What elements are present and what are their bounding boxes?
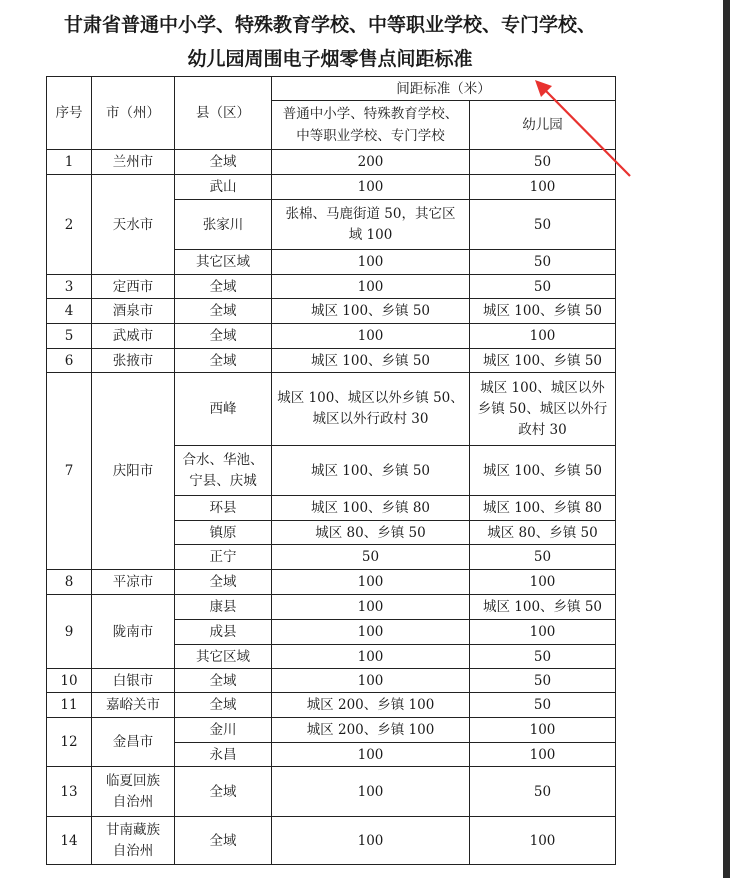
cell-line: 宁县、庆城 [189, 472, 257, 489]
cell-county: 成县 [175, 620, 272, 645]
cell-county: 张家川 [175, 200, 272, 250]
cell-kindergarten-distance: 城区 80、乡镇 50 [470, 521, 616, 545]
cell-city: 天水市 [92, 175, 175, 275]
cell-index: 4 [47, 299, 92, 324]
cell-kindergarten-distance: 100 [470, 620, 616, 645]
cell-school-distance: 城区 80、乡镇 50 [272, 521, 470, 545]
cell-index: 12 [47, 718, 92, 767]
cell-county: 其它区域 [175, 645, 272, 669]
cell-kindergarten-distance: 50 [470, 669, 616, 693]
cell-school-distance: 城区 100、乡镇 50 [272, 299, 470, 324]
cell-city: 定西市 [92, 275, 175, 299]
cell-kindergarten-distance: 城区 100、乡镇 50 [470, 446, 616, 496]
cell-county: 康县 [175, 595, 272, 620]
cell-line: 城区以外行政村 30 [312, 411, 429, 427]
cell-line: 域 100 [348, 226, 393, 243]
cell-school-distance: 城区 100、乡镇 80 [272, 496, 470, 521]
cell-index: 1 [47, 150, 92, 175]
cell-school-distance: 100 [272, 743, 470, 767]
cell-city: 兰州市 [92, 150, 175, 175]
cell-line: 城区 100、城区以外乡镇 50、 [277, 390, 464, 406]
cell-kindergarten-distance: 城区 100、乡镇 50 [470, 349, 616, 373]
cell-county: 其它区域 [175, 250, 272, 275]
cell-school-distance: 100 [272, 275, 470, 299]
cell-index: 2 [47, 175, 92, 275]
header-distance-standard: 间距标准（米） [272, 77, 616, 101]
cell-county: 金川 [175, 718, 272, 743]
header-index: 序号 [47, 77, 92, 150]
cell-kindergarten-distance: 100 [470, 743, 616, 767]
cell-kindergarten-distance: 100 [470, 324, 616, 349]
cell-kindergarten-distance: 50 [470, 545, 616, 570]
cell-line: 自治州 [112, 793, 154, 810]
cell-line: 临夏回族 [106, 772, 160, 789]
cell-school-distance: 城区 100、乡镇 50 [272, 446, 470, 496]
cell-school-distance: 50 [272, 545, 470, 570]
cell-city: 张掖市 [92, 349, 175, 373]
cell-county: 镇原 [175, 521, 272, 545]
cell-kindergarten-distance: 50 [470, 645, 616, 669]
document-title-line-2: 幼儿园周围电子烟零售点间距标准 [187, 48, 473, 70]
cell-county: 全域 [175, 669, 272, 693]
cell-index: 6 [47, 349, 92, 373]
cell-county: 全域 [175, 150, 272, 175]
cell-school-distance: 100 [272, 817, 470, 865]
cell-school-distance: 100 [272, 645, 470, 669]
cell-school-distance: 200 [272, 150, 470, 175]
cell-county: 西峰 [175, 373, 272, 446]
cell-index: 13 [47, 767, 92, 817]
cell-county: 正宁 [175, 545, 272, 570]
header-county: 县（区） [175, 77, 272, 150]
cell-county: 全域 [175, 817, 272, 865]
cell-line: 政村 30 [518, 421, 567, 438]
cell-county: 环县 [175, 496, 272, 521]
cell-city: 酒泉市 [92, 299, 175, 324]
cell-index: 7 [47, 373, 92, 570]
cell-county: 全域 [175, 767, 272, 817]
cell-kindergarten-distance: 50 [470, 200, 616, 250]
cell-index: 3 [47, 275, 92, 299]
header-school-line-2: 中等职业学校、专门学校 [296, 128, 445, 144]
cell-kindergarten-distance: 50 [470, 693, 616, 718]
cell-city: 平凉市 [92, 570, 175, 595]
cell-kindergarten-distance: 50 [470, 767, 616, 817]
cell-county: 全域 [175, 349, 272, 373]
cell-school-distance: 100 [272, 595, 470, 620]
cell-county: 全域 [175, 275, 272, 299]
cell-school-distance: 城区 100、乡镇 50 [272, 349, 470, 373]
cell-index: 14 [47, 817, 92, 865]
cell-city: 庆阳市 [92, 373, 175, 570]
cell-line: 甘南藏族 [106, 821, 160, 838]
cell-school-distance: 100 [272, 669, 470, 693]
cell-index: 10 [47, 669, 92, 693]
arrow-shaft [545, 90, 630, 176]
document-title-line-1: 甘肃省普通中小学、特殊教育学校、中等职业学校、专门学校、 [63, 14, 596, 36]
cell-line: 城区 100、城区以外 [480, 379, 605, 396]
cell-kindergarten-distance: 城区 100、乡镇 80 [470, 496, 616, 521]
cell-school-distance: 城区 200、乡镇 100 [272, 693, 470, 718]
cell-school-distance: 100 [272, 620, 470, 645]
cell-index: 8 [47, 570, 92, 595]
cell-line: 张棉、马鹿街道 50，其它区 [285, 205, 456, 222]
cell-line: 乡镇 50、城区以外行 [477, 400, 608, 417]
cell-kindergarten-distance: 城区 100、乡镇 50 [470, 299, 616, 324]
cell-city: 嘉峪关市 [92, 693, 175, 718]
header-kindergarten: 幼儿园 [470, 101, 616, 150]
cell-county: 永昌 [175, 743, 272, 767]
cell-kindergarten-distance: 50 [470, 150, 616, 175]
cell-school-distance: 100 [272, 570, 470, 595]
cell-city: 白银市 [92, 669, 175, 693]
cell-kindergarten-distance: 城区 100、乡镇 50 [470, 595, 616, 620]
cell-city: 陇南市 [92, 595, 175, 669]
cell-city: 武威市 [92, 324, 175, 349]
cell-index: 9 [47, 595, 92, 669]
cell-county: 全域 [175, 693, 272, 718]
cell-city: 金昌市 [92, 718, 175, 767]
cell-kindergarten-distance: 50 [470, 275, 616, 299]
cell-index: 5 [47, 324, 92, 349]
cell-county: 全域 [175, 324, 272, 349]
cell-school-distance: 100 [272, 175, 470, 200]
window-edge-border [723, 0, 730, 878]
header-school-line-1: 普通中小学、特殊教育学校、 [282, 106, 459, 122]
cell-school-distance: 城区 200、乡镇 100 [272, 718, 470, 743]
cell-school-distance: 100 [272, 767, 470, 817]
cell-county: 武山 [175, 175, 272, 200]
cell-school-distance: 100 [272, 250, 470, 275]
cell-county: 全域 [175, 570, 272, 595]
cell-kindergarten-distance: 100 [470, 175, 616, 200]
cell-kindergarten-distance: 50 [470, 250, 616, 275]
cell-kindergarten-distance: 100 [470, 817, 616, 865]
cell-line: 合水、华池、 [182, 451, 264, 468]
cell-line: 自治州 [112, 842, 154, 859]
cell-index: 11 [47, 693, 92, 718]
cell-kindergarten-distance: 100 [470, 718, 616, 743]
header-city: 市（州） [92, 77, 175, 150]
cell-school-distance: 100 [272, 324, 470, 349]
cell-county: 全域 [175, 299, 272, 324]
cell-kindergarten-distance: 100 [470, 570, 616, 595]
